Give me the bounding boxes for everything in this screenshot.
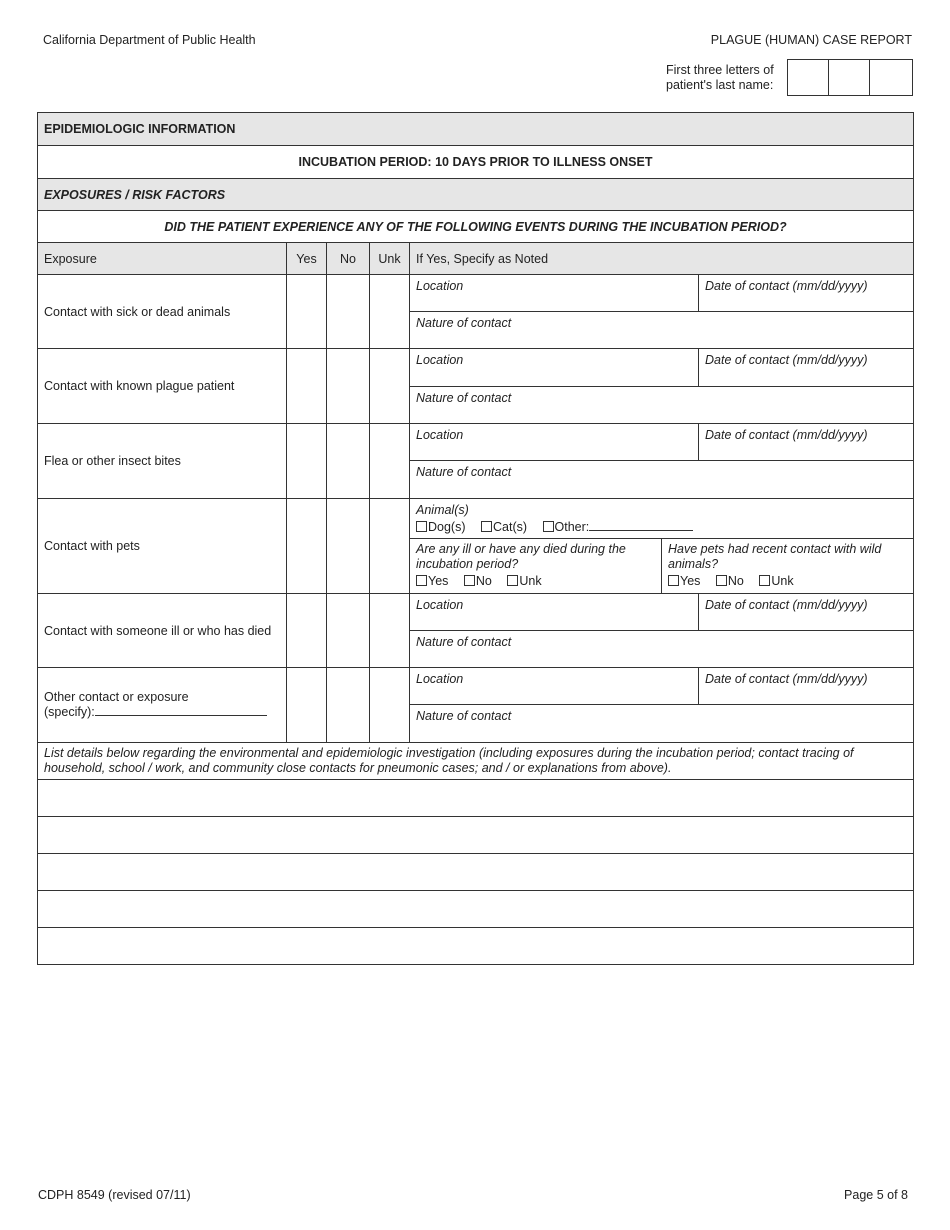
no-cell[interactable]	[327, 594, 370, 668]
details-note: List details below regarding the environmental and epidemiologic investigation (including exposures during the incubation period; contact tracing of household, school / work, and community close contacts for pneumonic cases; and / or explanations from above).	[38, 743, 914, 780]
no-cell[interactable]	[327, 499, 370, 594]
exposure-other	[38, 668, 287, 743]
yes-cell[interactable]	[287, 594, 327, 668]
header-no: No	[327, 243, 370, 275]
form-number: CDPH 8549 (revised 07/11)	[38, 1188, 191, 1202]
incubation-period: INCUBATION PERIOD: 10 DAYS PRIOR TO ILLNESS ONSET	[38, 146, 914, 179]
date-of-contact-field[interactable]: Date of contact (mm/dd/yyyy)	[699, 668, 914, 705]
pets-wild-question-cell	[662, 539, 914, 594]
section-title: EPIDEMIOLOGIC INFORMATION	[38, 113, 914, 146]
checkbox-icon	[464, 575, 475, 586]
no-cell[interactable]	[327, 668, 370, 743]
yes-cell[interactable]	[287, 424, 327, 499]
header-exposure: Exposure	[38, 243, 287, 275]
initials-label	[666, 63, 774, 93]
form-title: PLAGUE (HUMAN) CASE REPORT	[710, 33, 912, 47]
exposure-sick-animals: Contact with sick or dead animals	[38, 275, 287, 349]
yes-cell[interactable]	[287, 349, 327, 424]
checkbox-icon	[716, 575, 727, 586]
checkbox-icon	[543, 521, 554, 532]
header-unk: Unk	[370, 243, 410, 275]
unk-cell[interactable]	[370, 499, 410, 594]
other-animal-line[interactable]	[589, 520, 693, 531]
animals-label: Animal(s)	[416, 503, 469, 517]
date-of-contact-field[interactable]: Date of contact (mm/dd/yyyy)	[699, 275, 914, 312]
initial-box-2[interactable]	[829, 60, 870, 95]
other-specify-line[interactable]	[95, 705, 267, 716]
dogs-checkbox[interactable]: Dog(s)	[416, 520, 478, 534]
epidemiologic-form	[37, 112, 914, 965]
initial-box-1[interactable]	[788, 60, 829, 95]
details-line-2[interactable]	[38, 817, 914, 854]
date-of-contact-field[interactable]: Date of contact (mm/dd/yyyy)	[699, 594, 914, 631]
yes-cell[interactable]	[287, 275, 327, 349]
header-yes: Yes	[287, 243, 327, 275]
date-of-contact-field[interactable]: Date of contact (mm/dd/yyyy)	[699, 424, 914, 461]
location-field[interactable]: Location	[410, 349, 699, 387]
pets-ill-question: Are any ill or have any died during the incubation period?	[416, 542, 626, 571]
details-line-3[interactable]	[38, 854, 914, 891]
date-of-contact-field[interactable]: Date of contact (mm/dd/yyyy)	[699, 349, 914, 387]
pets-ill-question-cell	[410, 539, 662, 594]
details-line-4[interactable]	[38, 891, 914, 928]
initials-boxes	[787, 59, 913, 96]
nature-of-contact-field[interactable]: Nature of contact	[410, 631, 914, 668]
no-cell[interactable]	[327, 349, 370, 424]
checkbox-icon	[507, 575, 518, 586]
exposure-pets: Contact with pets	[38, 499, 287, 594]
other-specify-label: (specify):	[44, 705, 95, 719]
unk-cell[interactable]	[370, 668, 410, 743]
ill-no-checkbox[interactable]: No	[464, 574, 504, 588]
unk-cell[interactable]	[370, 594, 410, 668]
location-field[interactable]: Location	[410, 424, 699, 461]
exposure-insect-bites: Flea or other insect bites	[38, 424, 287, 499]
subsection-title: EXPOSURES / RISK FACTORS	[38, 179, 914, 211]
pets-animals-cell	[410, 499, 914, 539]
nature-of-contact-field[interactable]: Nature of contact	[410, 705, 914, 743]
ill-yes-checkbox[interactable]: Yes	[416, 574, 460, 588]
exposure-plague-patient: Contact with known plague patient	[38, 349, 287, 424]
header-specify: If Yes, Specify as Noted	[410, 243, 914, 275]
unk-cell[interactable]	[370, 275, 410, 349]
location-field[interactable]: Location	[410, 594, 699, 631]
other-exposure-label: Other contact or exposure	[44, 690, 189, 704]
checkbox-icon	[416, 575, 427, 586]
initials-label-line2: patient's last name:	[666, 78, 774, 92]
checkbox-icon	[416, 521, 427, 532]
checkbox-icon	[668, 575, 679, 586]
nature-of-contact-field[interactable]: Nature of contact	[410, 461, 914, 499]
incubation-question: DID THE PATIENT EXPERIENCE ANY OF THE FOLLOWING EVENTS DURING THE INCUBATION PERIOD?	[38, 211, 914, 243]
checkbox-icon	[759, 575, 770, 586]
agency-name: California Department of Public Health	[43, 33, 256, 47]
no-cell[interactable]	[327, 424, 370, 499]
initial-box-3[interactable]	[870, 60, 912, 95]
no-cell[interactable]	[327, 275, 370, 349]
wild-unk-checkbox[interactable]: Unk	[759, 574, 805, 588]
page-number: Page 5 of 8	[844, 1188, 908, 1202]
yes-cell[interactable]	[287, 668, 327, 743]
details-line-5[interactable]	[38, 928, 914, 965]
checkbox-icon	[481, 521, 492, 532]
wild-yes-checkbox[interactable]: Yes	[668, 574, 712, 588]
details-line-1[interactable]	[38, 780, 914, 817]
nature-of-contact-field[interactable]: Nature of contact	[410, 387, 914, 424]
unk-cell[interactable]	[370, 349, 410, 424]
exposure-ill-person: Contact with someone ill or who has died	[38, 594, 287, 668]
unk-cell[interactable]	[370, 424, 410, 499]
location-field[interactable]: Location	[410, 275, 699, 312]
cats-checkbox[interactable]: Cat(s)	[481, 520, 539, 534]
wild-no-checkbox[interactable]: No	[716, 574, 756, 588]
nature-of-contact-field[interactable]: Nature of contact	[410, 312, 914, 349]
other-checkbox[interactable]: Other:	[543, 520, 590, 534]
ill-unk-checkbox[interactable]: Unk	[507, 574, 553, 588]
location-field[interactable]: Location	[410, 668, 699, 705]
yes-cell[interactable]	[287, 499, 327, 594]
pets-wild-question: Have pets had recent contact with wild animals?	[668, 542, 882, 571]
initials-label-line1: First three letters of	[666, 63, 774, 77]
